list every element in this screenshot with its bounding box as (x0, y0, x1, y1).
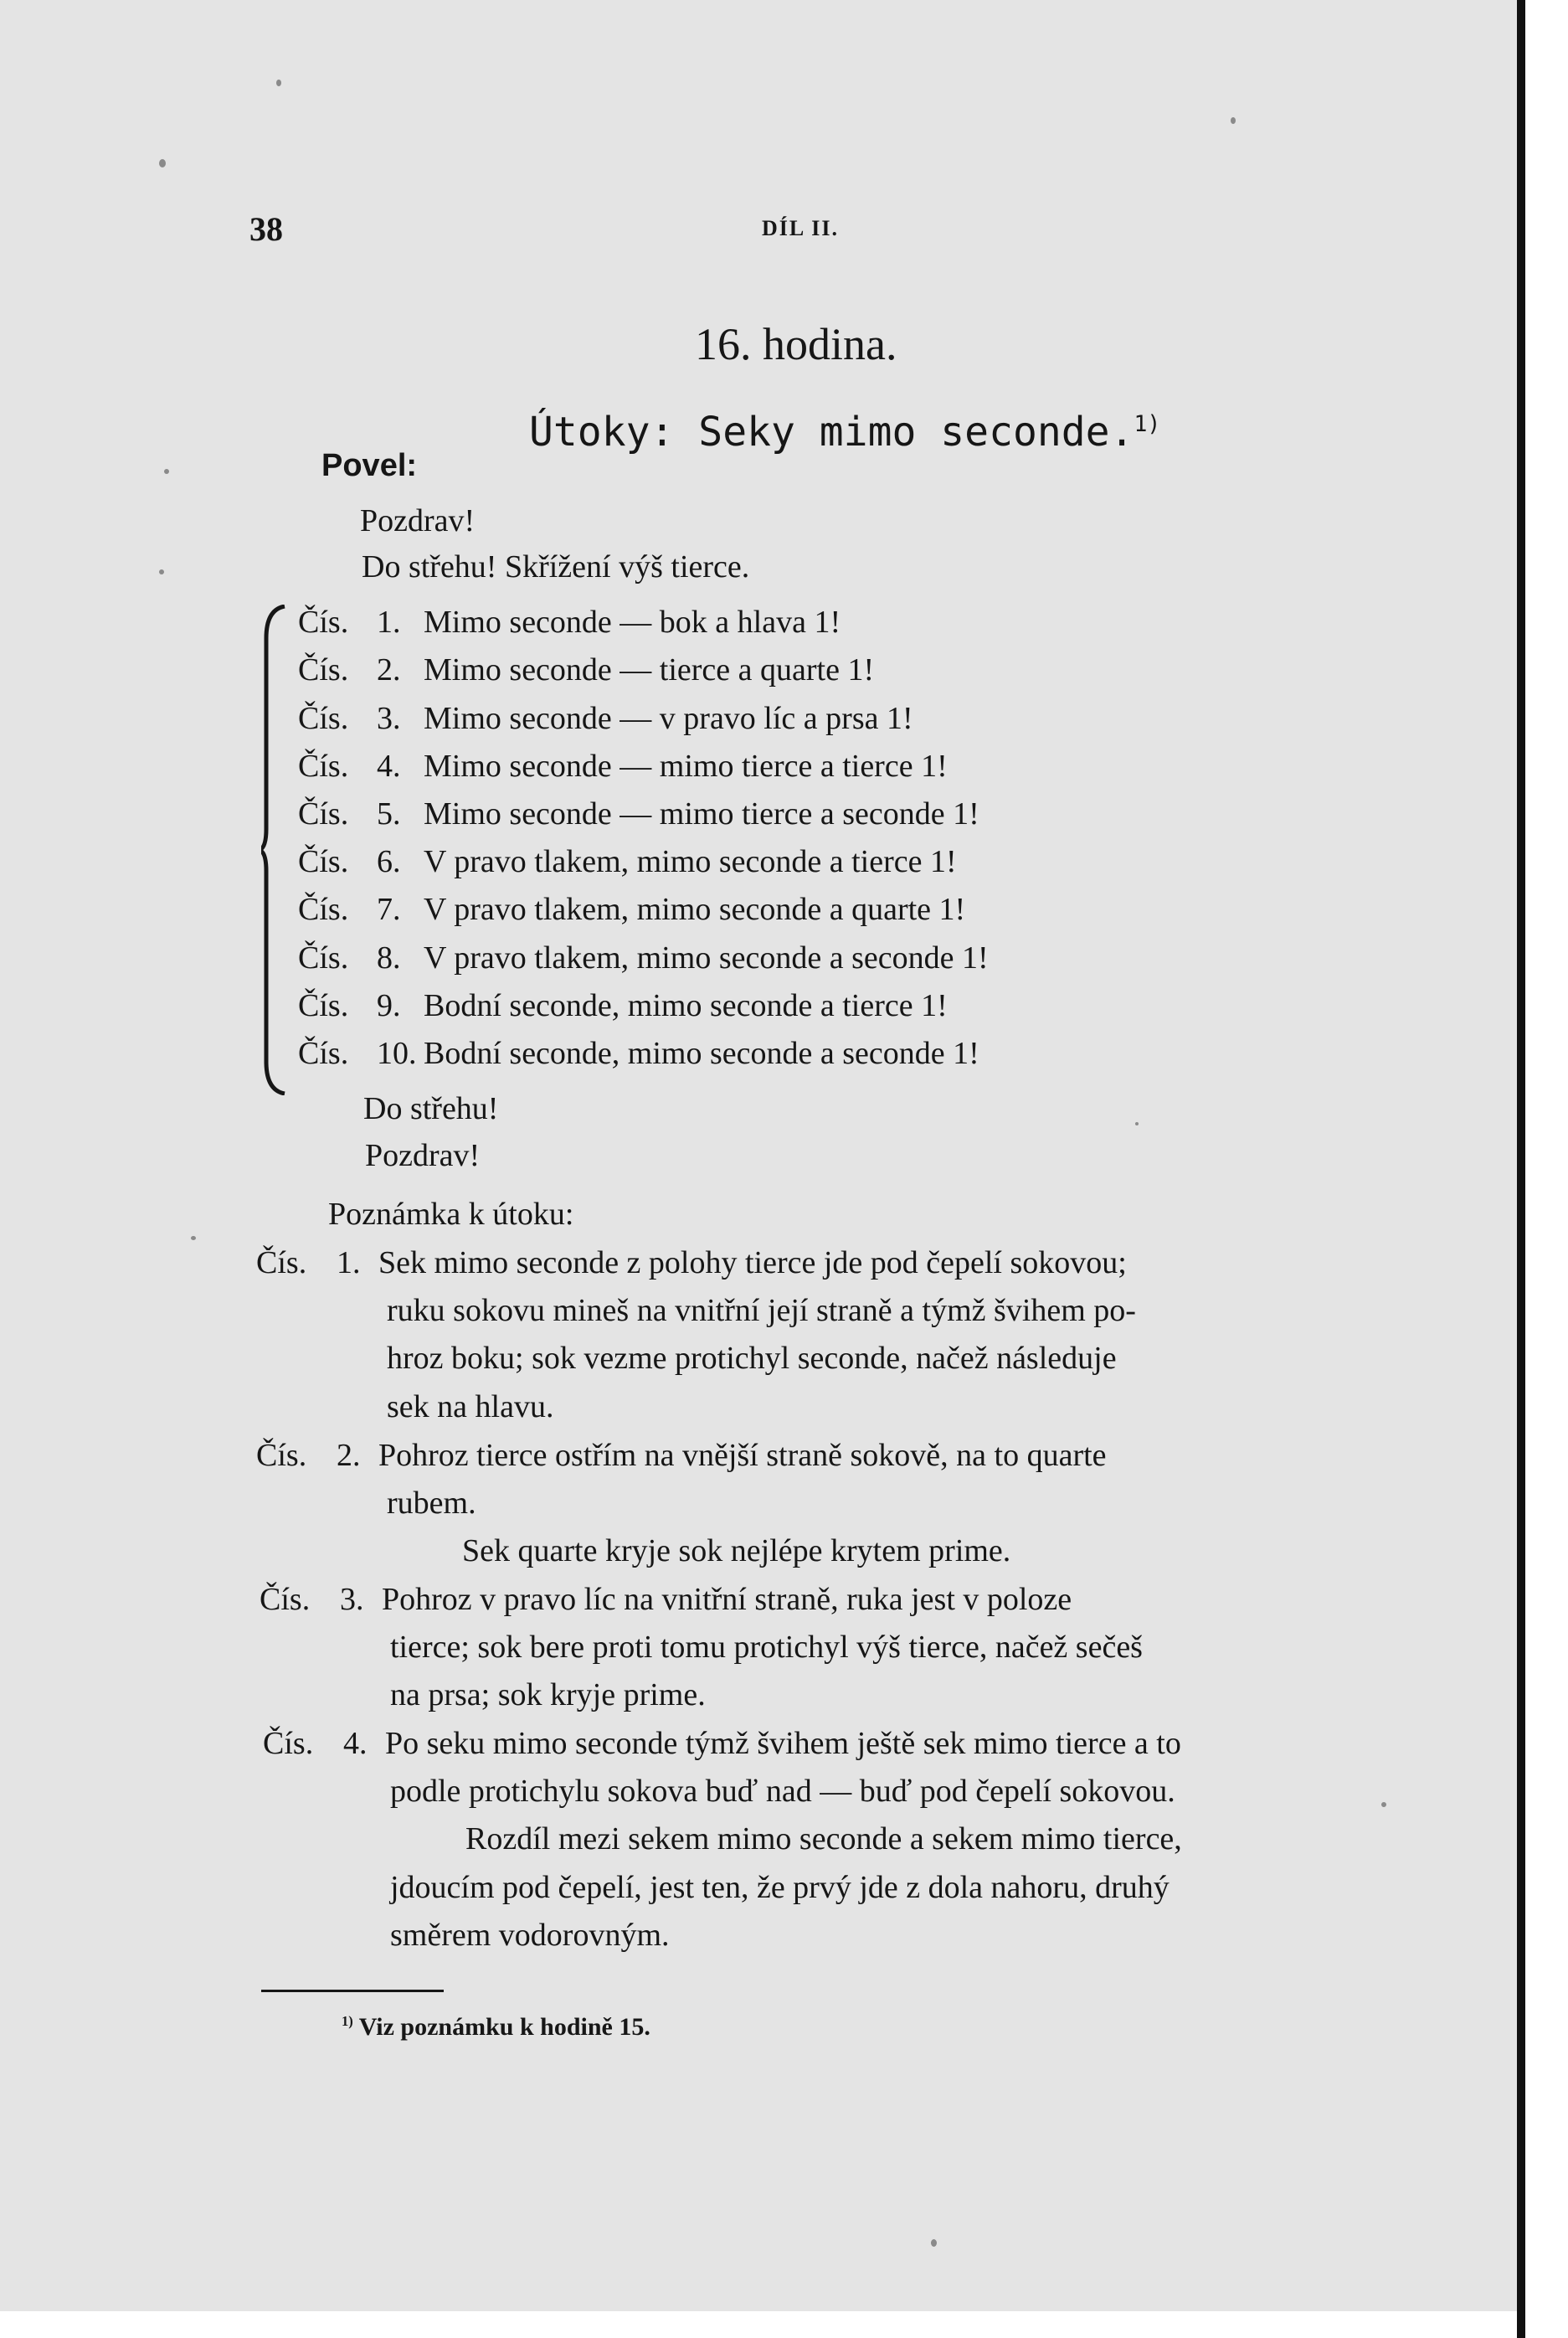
note-number: 2. (337, 1438, 361, 1473)
note-text: Pohroz v pravo líc na vnitřní straně, ruka jest v poloze (382, 1582, 1072, 1617)
footnote-reference: 1) (1134, 411, 1161, 437)
page-number: 38 (249, 210, 283, 248)
paper-speck (1231, 117, 1236, 124)
footnote-rule (261, 1990, 444, 1992)
command-item (298, 987, 948, 1027)
command-number: 4. (377, 749, 401, 784)
paper-speck (191, 1236, 196, 1240)
command-prefix: Čís. (298, 892, 349, 927)
footnote-mark: 1) (342, 2013, 353, 2029)
note-line: tierce; sok bere proti tomu protichyl výš tierce, načež sečeš (390, 1630, 1143, 1665)
command-text: V pravo tlakem, mimo seconde a seconde 1! (424, 940, 989, 976)
paper-speck (159, 159, 166, 167)
command-text: Mimo seconde — v pravo líc a prsa 1! (424, 701, 913, 736)
section-title-text: Útoky: Seky mimo seconde. (529, 409, 1134, 456)
note-line: na prsa; sok kryje prime. (390, 1677, 706, 1712)
command-item (298, 843, 957, 883)
command-item (298, 651, 874, 692)
command-number: 2. (377, 652, 401, 687)
note-line: směrem vodorovným. (390, 1918, 670, 1953)
note-prefix: Čís. (256, 1245, 307, 1280)
command-item (298, 700, 913, 740)
note-indented-line: Sek quarte kryje sok nejlépe krytem prime. (462, 1533, 1011, 1568)
command-label: Povel: (321, 448, 418, 483)
paper-speck (159, 569, 164, 574)
command-text: V pravo tlakem, mimo seconde a tierce 1! (424, 844, 957, 879)
command-item (298, 748, 948, 788)
command-text: Bodní seconde, mimo seconde a tierce 1! (424, 988, 948, 1023)
note-title: Poznámka k útoku: (328, 1197, 574, 1232)
note-indented-line: Rozdíl mezi sekem mimo seconde a sekem mimo tierce, (465, 1821, 1182, 1856)
command-prefix: Čís. (298, 1036, 349, 1071)
command-number: 3. (377, 701, 401, 736)
command-prefix: Čís. (298, 701, 349, 736)
note-prefix: Čís. (263, 1726, 314, 1761)
paper-speck (931, 2239, 937, 2247)
note-line: jdoucím pod čepelí, jest ten, že prvý jde z dola nahoru, druhý (390, 1870, 1170, 1905)
command-item (298, 796, 979, 836)
command-opening-line: Do střehu! Skřížení výš tierce. (362, 549, 750, 584)
command-text: Mimo seconde — bok a hlava 1! (424, 605, 841, 640)
command-text: Mimo seconde — tierce a quarte 1! (424, 652, 875, 687)
note-item-first-line (256, 1437, 1107, 1474)
command-item (298, 1035, 979, 1075)
command-number: 10. (377, 1036, 417, 1071)
note-text: Pohroz tierce ostřím na vnější straně sokově, na to quarte (378, 1438, 1107, 1473)
command-item (298, 940, 989, 980)
footnote (342, 2013, 650, 2042)
command-prefix: Čís. (298, 988, 349, 1023)
command-number: 6. (377, 844, 401, 879)
note-item-first-line (256, 1244, 1127, 1281)
note-item-first-line (263, 1725, 1181, 1762)
lesson-title: 16. hodina. (695, 319, 897, 369)
command-item (298, 604, 841, 644)
note-text: Po seku mimo seconde týmž švihem ještě sek mimo tierce a to (385, 1726, 1181, 1761)
note-prefix: Čís. (260, 1582, 311, 1617)
note-line: rubem. (387, 1486, 476, 1521)
note-number: 1. (337, 1245, 361, 1280)
command-opening-line: Pozdrav! (360, 503, 476, 538)
command-brace (261, 605, 286, 1095)
footnote-text: Viz poznámku k hodině 15. (358, 2013, 650, 2041)
brace-stroke (261, 606, 285, 1094)
paper-speck (1135, 1122, 1139, 1125)
running-head: DÍL II. (762, 216, 840, 240)
command-number: 7. (377, 892, 401, 927)
command-closing-line: Do střehu! (363, 1091, 499, 1126)
paper-speck (1381, 1802, 1386, 1807)
paper-speck (164, 469, 169, 474)
note-line: podle protichylu sokova buď nad — buď pod čepelí sokovou. (390, 1774, 1175, 1809)
command-text: Bodní seconde, mimo seconde a seconde 1! (424, 1036, 979, 1071)
note-line: sek na hlavu. (387, 1389, 554, 1424)
command-number: 5. (377, 796, 401, 832)
scan-edge-line (1517, 0, 1525, 2338)
note-number: 4. (343, 1726, 368, 1761)
command-text: Mimo seconde — mimo tierce a seconde 1! (424, 796, 979, 832)
command-prefix: Čís. (298, 796, 349, 832)
command-prefix: Čís. (298, 749, 349, 784)
command-item (298, 891, 965, 931)
command-number: 1. (377, 605, 401, 640)
command-prefix: Čís. (298, 844, 349, 879)
command-prefix: Čís. (298, 652, 349, 687)
command-text: Mimo seconde — mimo tierce a tierce 1! (424, 749, 948, 784)
command-prefix: Čís. (298, 940, 349, 976)
note-number: 3. (340, 1582, 364, 1617)
command-closing-line: Pozdrav! (365, 1138, 481, 1173)
note-line: ruku sokovu mineš na vnitřní její straně a týmž švihem po- (387, 1293, 1136, 1328)
note-prefix: Čís. (256, 1438, 307, 1473)
command-prefix: Čís. (298, 605, 349, 640)
section-title (529, 409, 1160, 456)
scan-margin-bottom (0, 2311, 1517, 2338)
note-item-first-line (260, 1581, 1072, 1618)
paper-speck (276, 80, 281, 86)
note-text: Sek mimo seconde z polohy tierce jde pod čepelí sokovou; (378, 1245, 1127, 1280)
command-number: 8. (377, 940, 401, 976)
note-line: hroz boku; sok vezme protichyl seconde, načež následuje (387, 1341, 1117, 1376)
command-text: V pravo tlakem, mimo seconde a quarte 1! (424, 892, 966, 927)
command-number: 9. (377, 988, 401, 1023)
